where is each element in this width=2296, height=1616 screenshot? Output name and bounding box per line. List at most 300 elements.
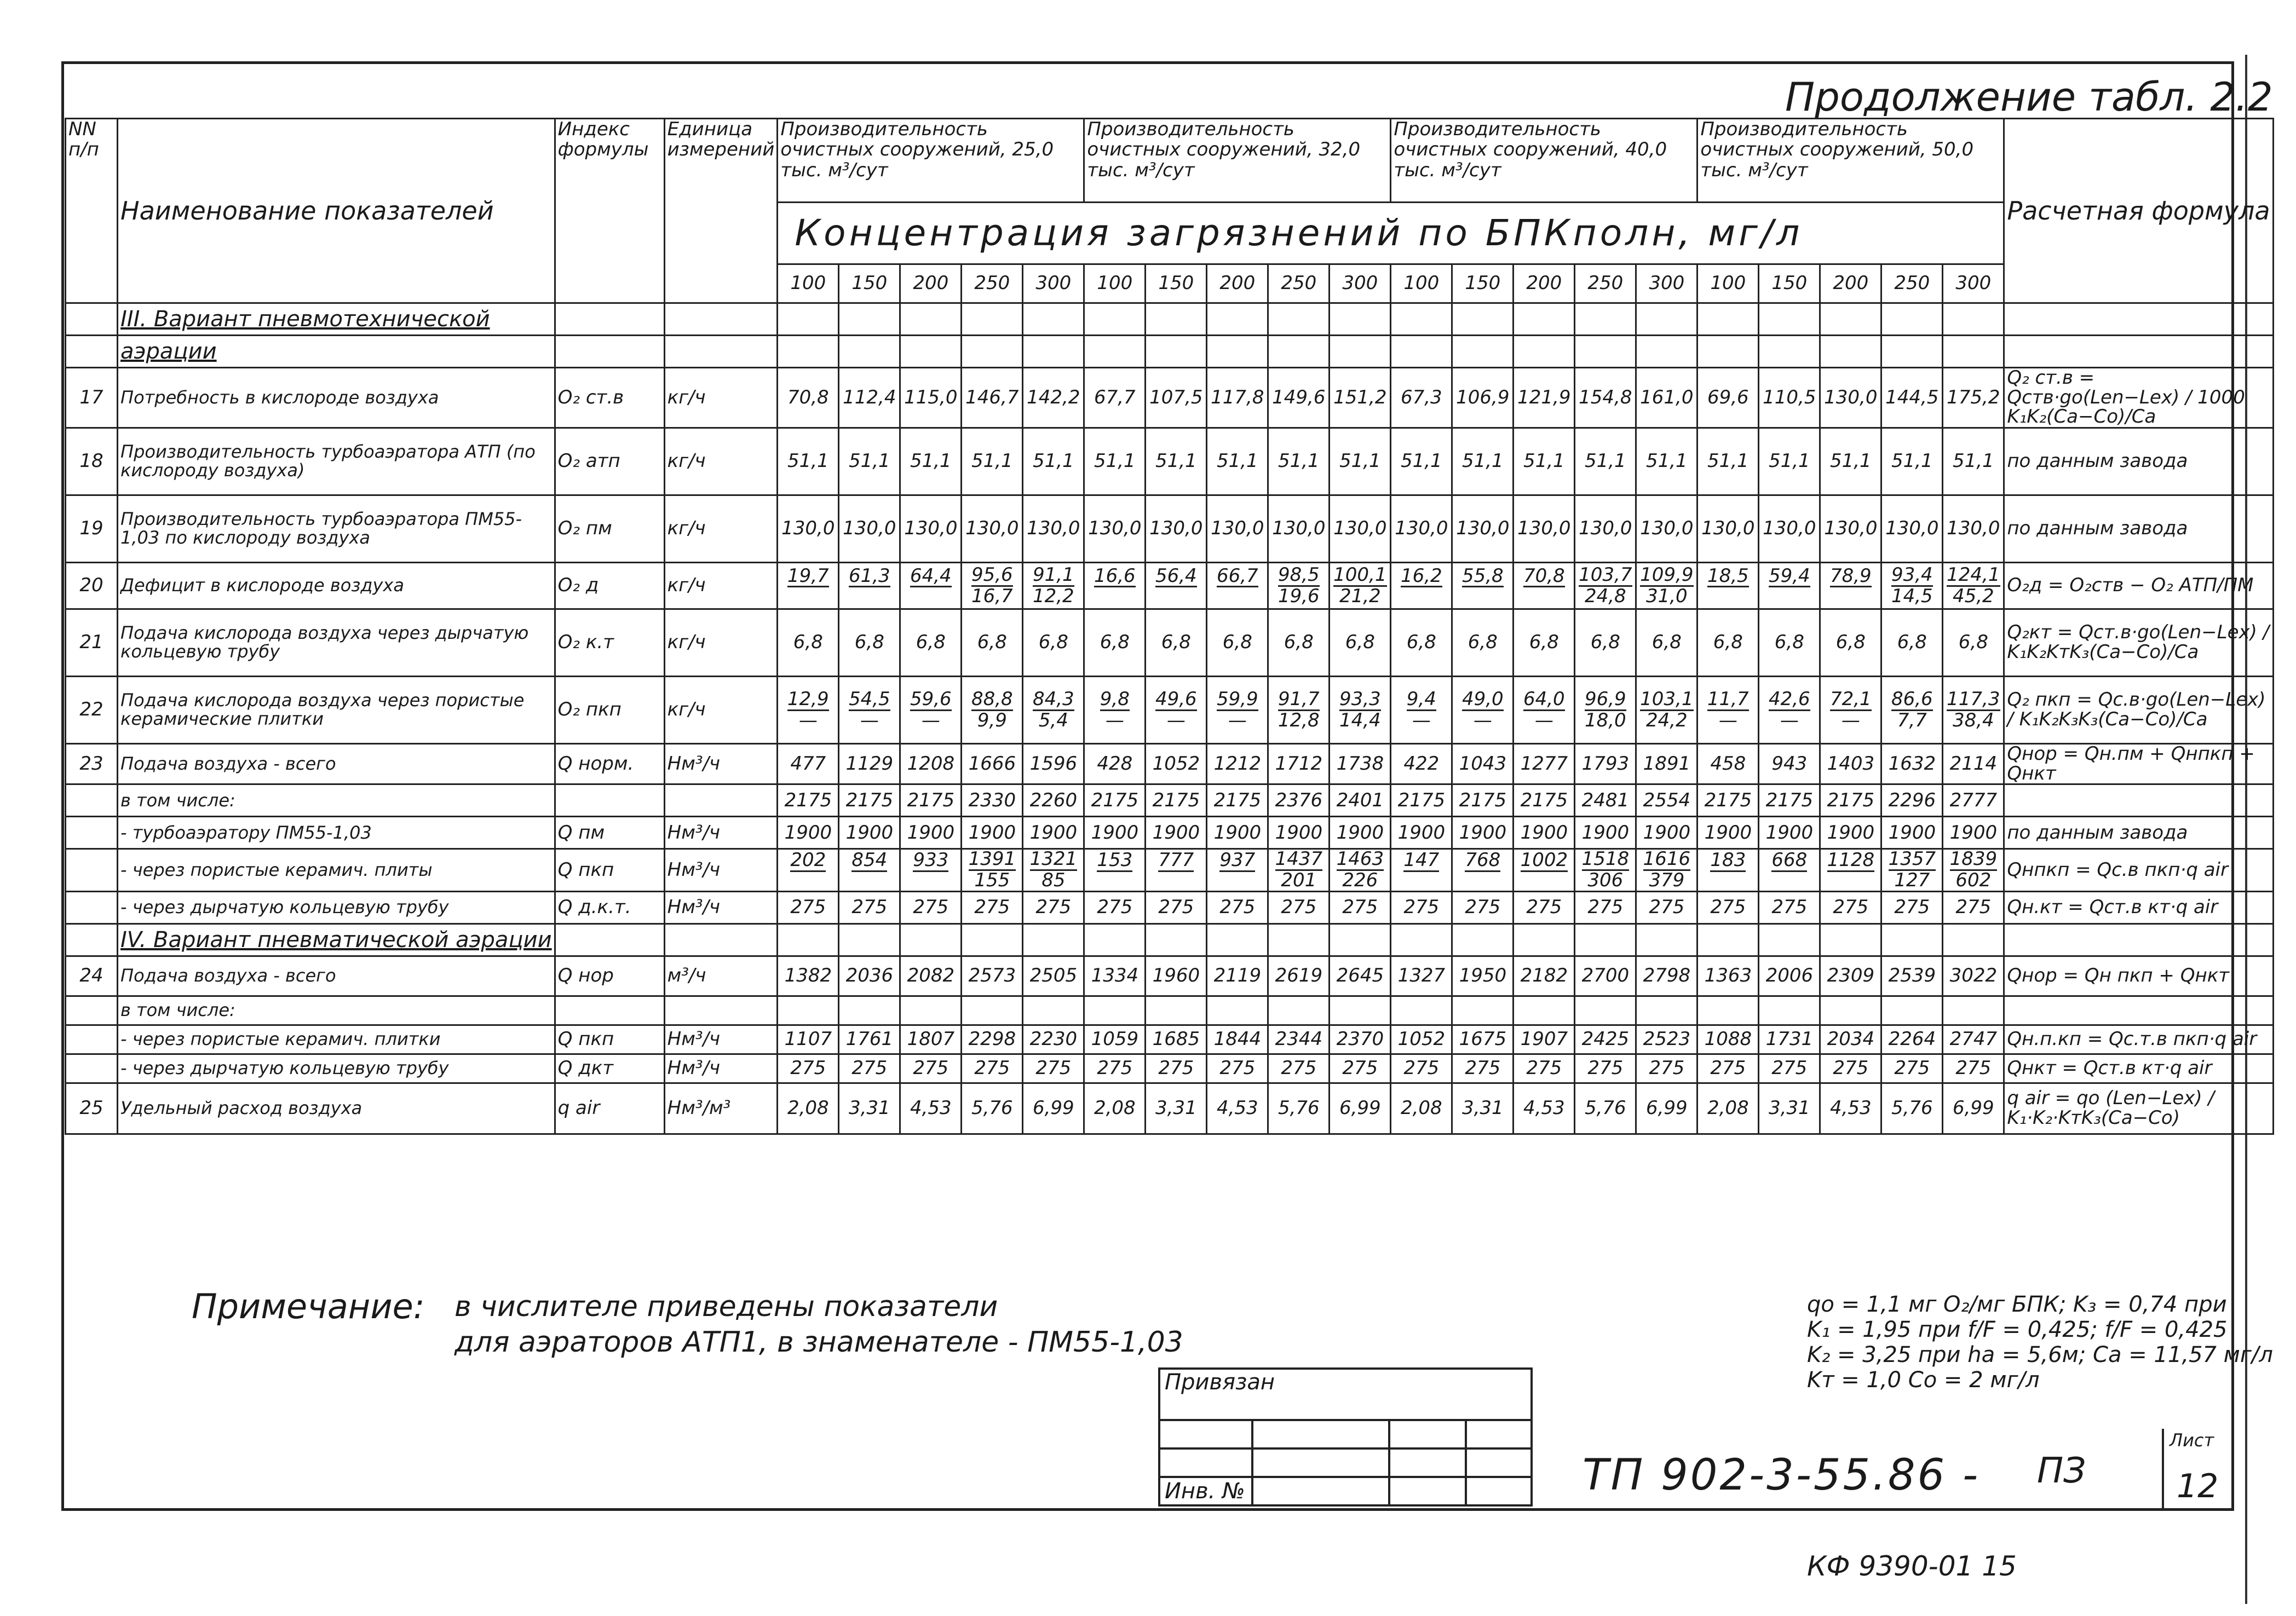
cell-value: 1844 (1207, 1025, 1268, 1054)
cell-value: 275 (1023, 1054, 1084, 1083)
cell-value: 2573 (962, 956, 1023, 996)
row-formula: O₂д = O₂ств − O₂ АТП/ПМ (2004, 563, 2273, 609)
cell-numerator: 124,1 (1947, 563, 2000, 586)
cell-value: 2481 (1575, 784, 1636, 817)
cell-value: 67,7 (1084, 368, 1146, 428)
row-formula: q air = qо (Len−Lex) / K₁·K₂·KтK₃(Ca−Co) (2004, 1083, 2273, 1134)
cell-numerator: 91,1 (1032, 563, 1074, 586)
cell-value (1084, 996, 1146, 1025)
cell-numerator: 9,8 (1100, 688, 1130, 710)
cell-value: 2645 (1330, 956, 1391, 996)
cell-value: 428 (1084, 744, 1146, 784)
row-formula: Q₂ ст.в = Qств·gо(Len−Lex) / 1000 K₁K₂(Ca−Co)/Ca (2004, 368, 2273, 428)
cell-value: 275 (1146, 891, 1207, 924)
cell-value (1330, 849, 1391, 891)
sheet-label: Лист (2170, 1430, 2214, 1451)
cell-numerator: 59,6 (910, 688, 952, 710)
cell-value: 130,0 (1881, 495, 1943, 563)
cell-value (1452, 849, 1514, 891)
cell-value: 51,1 (1207, 428, 1268, 495)
cell-denominator (1707, 587, 1749, 605)
cell-value: 175,2 (1943, 368, 2004, 428)
cell-denominator (787, 587, 829, 605)
cell-value: 2554 (1636, 784, 1697, 817)
table-continuation-title: Продолжение табл. 2.2 (1785, 74, 2273, 120)
cell-value: 2401 (1330, 784, 1391, 817)
row-index (555, 996, 664, 1025)
row-unit (664, 996, 778, 1025)
document-code: ТП 902-3-55.86 - (1583, 1451, 1981, 1500)
cell-value: 1950 (1452, 956, 1514, 996)
header-capacity-group: Производительность очистных сооружений, 32,0 тыс. м³/сут (1084, 119, 1391, 203)
cell-value: 1212 (1207, 744, 1268, 784)
cell-denominator (1217, 587, 1258, 605)
cell-denominator: 24,8 (1584, 585, 1626, 607)
cell-value (1943, 996, 2004, 1025)
cell-numerator: 1616 (1643, 849, 1691, 870)
header-bpk-value: 250 (962, 264, 1023, 303)
cell-value (839, 996, 900, 1025)
cell-denominator (1523, 587, 1565, 605)
cell-value: 1666 (962, 744, 1023, 784)
cell-value: 5,76 (1881, 1083, 1943, 1134)
row-index: Q норм. (555, 744, 664, 784)
cell-value: 130,0 (1820, 495, 1881, 563)
cell-value: 2260 (1023, 784, 1084, 817)
cell-value: 107,5 (1146, 368, 1207, 428)
cell-numerator: 95,6 (971, 563, 1013, 586)
cell-denominator: 31,0 (1645, 585, 1688, 607)
cell-numerator: 56,4 (1155, 564, 1197, 587)
row-index: O₂ атп (555, 428, 664, 495)
cell-value: 275 (1575, 891, 1636, 924)
cell-value: 2082 (900, 956, 962, 996)
cell-value: 2175 (900, 784, 962, 817)
cell-value: 275 (1268, 891, 1330, 924)
cell-denominator: — (1718, 709, 1737, 731)
cell-denominator (1155, 587, 1197, 605)
header-bpk-value: 200 (1820, 264, 1881, 303)
cell-value: 2230 (1023, 1025, 1084, 1054)
cell-numerator: 70,8 (1523, 564, 1565, 587)
cell-value (1391, 677, 1452, 744)
cell-value: 2175 (1391, 784, 1452, 817)
cell-value: 130,0 (1697, 495, 1759, 563)
cell-value: 67,3 (1391, 368, 1452, 428)
cell-value (1943, 849, 2004, 891)
cell-value: 5,76 (1575, 1083, 1636, 1134)
cell-value (1820, 563, 1881, 609)
cell-value: 1900 (962, 817, 1023, 849)
header-bpk-value: 300 (1330, 264, 1391, 303)
row-no (66, 784, 118, 817)
row-unit: Нм³/ч (664, 891, 778, 924)
cell-value: 130,0 (1146, 495, 1207, 563)
cell-denominator (1158, 872, 1194, 890)
cell-value: 1738 (1330, 744, 1391, 784)
cell-value (1759, 563, 1820, 609)
cell-denominator: — (1841, 709, 1860, 731)
cell-numerator: 55,8 (1461, 564, 1504, 587)
cell-value (900, 563, 962, 609)
cell-value (1514, 677, 1575, 744)
cell-value (1514, 563, 1575, 609)
cell-denominator: 306 (1587, 869, 1624, 892)
cell-numerator: 183 (1710, 849, 1746, 872)
cell-value (1146, 996, 1207, 1025)
cell-denominator: — (1105, 709, 1124, 731)
cell-value: 1761 (839, 1025, 900, 1054)
row-no (66, 996, 118, 1025)
cell-value (1881, 677, 1943, 744)
cell-value (1207, 849, 1268, 891)
cell-value: 6,8 (1575, 609, 1636, 677)
cell-value (1575, 996, 1636, 1025)
cell-value (1084, 849, 1146, 891)
cell-value: 1900 (1268, 817, 1330, 849)
cell-denominator (849, 587, 890, 605)
cell-value (1023, 563, 1084, 609)
cell-numerator: 18,5 (1707, 564, 1749, 587)
cell-value: 1900 (1084, 817, 1146, 849)
cell-value: 275 (1452, 1054, 1514, 1083)
cell-numerator: 117,3 (1947, 688, 2000, 710)
cell-value (1268, 996, 1330, 1025)
cell-numerator: 84,3 (1032, 688, 1074, 710)
cell-numerator: 93,4 (1891, 563, 1933, 586)
cell-denominator: — (1534, 709, 1553, 731)
cell-value: 117,8 (1207, 368, 1268, 428)
cell-value: 6,8 (1330, 609, 1391, 677)
row-no: 17 (66, 368, 118, 428)
row-index: O₂ пкп (555, 677, 664, 744)
row-name: Подача воздуха - всего (118, 956, 555, 996)
cell-value (962, 677, 1023, 744)
cell-numerator: 72,1 (1829, 688, 1872, 710)
cell-numerator: 93,3 (1339, 688, 1381, 710)
cell-value (1207, 677, 1268, 744)
cell-value: 2175 (839, 784, 900, 817)
table-row (66, 956, 2274, 996)
cell-value (1759, 677, 1820, 744)
row-name: в том числе: (118, 784, 555, 817)
cell-value: 2777 (1943, 784, 2004, 817)
row-name: в том числе: (118, 996, 555, 1025)
cell-value: 6,8 (1943, 609, 2004, 677)
cell-value (1268, 849, 1330, 891)
cell-numerator: 78,9 (1829, 564, 1872, 587)
cell-value: 477 (778, 744, 839, 784)
table-row (66, 891, 2274, 924)
cell-value: 6,99 (1636, 1083, 1697, 1134)
cell-value: 6,8 (778, 609, 839, 677)
cell-value: 2175 (1146, 784, 1207, 817)
cell-value: 275 (1330, 1054, 1391, 1083)
cell-value: 161,0 (1636, 368, 1697, 428)
note-text (454, 1289, 1183, 1360)
header-bpk-value: 250 (1268, 264, 1330, 303)
cell-numerator: 88,8 (971, 688, 1013, 710)
table-row (66, 1025, 2274, 1054)
cell-value: 2114 (1943, 744, 2004, 784)
row-name: Потребность в кислороде воздуха (118, 368, 555, 428)
cell-value: 6,8 (839, 609, 900, 677)
header-bpk-value: 300 (1023, 264, 1084, 303)
note-label: Примечание: (192, 1286, 425, 1326)
cell-value: 1052 (1391, 1025, 1452, 1054)
row-index: Q дкт (555, 1054, 664, 1083)
cell-value: 6,8 (1759, 609, 1820, 677)
cell-numerator: 11,7 (1707, 688, 1749, 710)
row-name: Дефицит в кислороде воздуха (118, 563, 555, 609)
cell-value: 51,1 (839, 428, 900, 495)
cell-numerator: 64,4 (910, 564, 952, 587)
cell-denominator: 38,4 (1952, 709, 1994, 731)
cell-value (778, 996, 839, 1025)
cell-value: 130,0 (1575, 495, 1636, 563)
cell-numerator: 202 (790, 849, 826, 872)
cell-value: 69,6 (1697, 368, 1759, 428)
cell-value (1207, 996, 1268, 1025)
cell-value: 275 (1943, 891, 2004, 924)
cell-value: 2505 (1023, 956, 1084, 996)
cell-value: 1900 (1023, 817, 1084, 849)
row-unit: м³/ч (664, 956, 778, 996)
cell-denominator: — (921, 709, 940, 731)
cell-denominator: 14,4 (1339, 709, 1381, 731)
cell-value: 1891 (1636, 744, 1697, 784)
cell-value: 51,1 (1146, 428, 1207, 495)
cell-numerator: 42,6 (1768, 688, 1810, 710)
cell-numerator: 103,7 (1579, 563, 1632, 586)
row-no (66, 1054, 118, 1083)
cell-denominator: 602 (1955, 869, 1992, 892)
row-formula: Qнор = Qн пкп + Qнкт (2004, 956, 2273, 996)
cell-denominator (1097, 872, 1132, 890)
cell-value: 130,0 (1943, 495, 2004, 563)
cell-value: 110,5 (1759, 368, 1820, 428)
cell-value: 1900 (1146, 817, 1207, 849)
cell-value (900, 996, 962, 1025)
cell-value: 2747 (1943, 1025, 2004, 1054)
cell-numerator: 49,6 (1155, 688, 1197, 710)
cell-value: 275 (1207, 1054, 1268, 1083)
cell-value: 275 (1514, 891, 1575, 924)
cell-numerator: 1437 (1275, 849, 1323, 870)
row-formula (2004, 996, 2273, 1025)
sheet-number: 12 (2177, 1467, 2219, 1505)
cell-value: 275 (778, 891, 839, 924)
cell-value (1943, 677, 2004, 744)
cell-value: 144,5 (1881, 368, 1943, 428)
cell-numerator: 668 (1771, 849, 1808, 872)
cell-denominator (1827, 872, 1875, 890)
row-no: 22 (66, 677, 118, 744)
header-bpk-value: 150 (1146, 264, 1207, 303)
cell-value (900, 677, 962, 744)
cell-denominator: 18,0 (1584, 709, 1626, 731)
cell-value: 1900 (1759, 817, 1820, 849)
row-unit: Нм³/м³ (664, 1083, 778, 1134)
cell-value: 142,2 (1023, 368, 1084, 428)
param-line: K₂ = 3,25 при ha = 5,6м; Ca = 11,57 мг/л (1807, 1342, 2273, 1367)
cell-denominator: 19,6 (1278, 585, 1320, 607)
cell-value: 275 (1820, 1054, 1881, 1083)
row-index (555, 784, 664, 817)
cell-value (1391, 996, 1452, 1025)
cell-denominator: 12,8 (1278, 709, 1320, 731)
header-bpk-value: 100 (1084, 264, 1146, 303)
cell-value: 6,8 (1391, 609, 1452, 677)
cell-value: 51,1 (1452, 428, 1514, 495)
section-title: IV. Вариант пневматической аэрации (118, 924, 555, 956)
cell-denominator: — (1780, 709, 1799, 731)
row-formula: Q₂кт = Qст.в·gо(Len−Lex) / K₁K₂KтK₃(Ca−Co)/Ca (2004, 609, 2273, 677)
cell-value: 2344 (1268, 1025, 1330, 1054)
row-unit: кг/ч (664, 563, 778, 609)
cell-numerator: 854 (851, 849, 888, 872)
cell-denominator (913, 872, 948, 890)
cell-value: 2175 (1452, 784, 1514, 817)
cell-value: 1900 (900, 817, 962, 849)
cell-value: 5,76 (1268, 1083, 1330, 1134)
cell-value: 275 (900, 1054, 962, 1083)
header-bpk-value: 150 (1452, 264, 1514, 303)
cell-value: 2619 (1268, 956, 1330, 996)
document-type: ПЗ (2037, 1451, 2086, 1491)
cell-value: 275 (1207, 891, 1268, 924)
cell-numerator: 1128 (1827, 849, 1875, 872)
cell-value: 51,1 (1330, 428, 1391, 495)
cell-denominator (1521, 872, 1568, 890)
row-no (66, 817, 118, 849)
cell-numerator: 12,9 (787, 688, 829, 710)
cell-value: 6,8 (962, 609, 1023, 677)
cell-numerator: 59,4 (1768, 564, 1810, 587)
cell-value: 51,1 (1391, 428, 1452, 495)
cell-denominator: — (798, 709, 818, 731)
cell-numerator: 91,7 (1278, 688, 1320, 710)
header-bpk-value: 150 (1759, 264, 1820, 303)
header-unit: Единица измерений (664, 119, 778, 303)
row-unit: Нм³/ч (664, 1054, 778, 1083)
row-unit: кг/ч (664, 368, 778, 428)
cell-denominator: — (1412, 709, 1431, 731)
cell-value: 6,8 (1023, 609, 1084, 677)
cell-numerator: 66,7 (1216, 564, 1258, 587)
cell-denominator: 45,2 (1952, 585, 1994, 607)
cell-value: 1685 (1146, 1025, 1207, 1054)
cell-value (778, 563, 839, 609)
cell-value (1943, 563, 2004, 609)
row-index: q air (555, 1083, 664, 1134)
cell-value (1697, 677, 1759, 744)
cell-value: 130,0 (1084, 495, 1146, 563)
cell-denominator (1219, 872, 1255, 890)
cell-value (1759, 849, 1820, 891)
cell-value: 275 (1636, 1054, 1697, 1083)
cell-value: 275 (1330, 891, 1391, 924)
cell-value: 275 (1881, 1054, 1943, 1083)
cell-value: 2006 (1759, 956, 1820, 996)
cell-value: 3,31 (839, 1083, 900, 1134)
cell-numerator: 937 (1219, 849, 1256, 872)
row-formula (2004, 784, 2273, 817)
table-row (66, 677, 2274, 744)
table-row (66, 1083, 2274, 1134)
cell-value: 130,0 (839, 495, 900, 563)
row-index: O₂ к.т (555, 609, 664, 677)
cell-value (1391, 563, 1452, 609)
cell-denominator: 155 (974, 869, 1010, 892)
cell-numerator: 49,0 (1461, 688, 1504, 710)
cell-value: 2,08 (778, 1083, 839, 1134)
cell-value: 51,1 (962, 428, 1023, 495)
note-line-1: в числителе приведены показатели (454, 1290, 998, 1323)
cell-value: 275 (1084, 891, 1146, 924)
param-line: Kт = 1,0 Co = 2 мг/л (1807, 1367, 2040, 1393)
cell-value: 275 (1943, 1054, 2004, 1083)
cell-value: 3,31 (1759, 1083, 1820, 1134)
cell-value: 422 (1391, 744, 1452, 784)
cell-denominator: 9,9 (977, 709, 1007, 731)
cell-value: 275 (1023, 891, 1084, 924)
row-unit: Нм³/ч (664, 1025, 778, 1054)
cell-value: 130,0 (900, 495, 962, 563)
cell-value (778, 677, 839, 744)
cell-value: 130,0 (1514, 495, 1575, 563)
cell-value: 275 (1759, 1054, 1820, 1083)
cell-numerator: 9,4 (1406, 688, 1436, 710)
row-name: Подача кислорода воздуха через пористые керамические плитки (118, 677, 555, 744)
row-unit: Нм³/ч (664, 817, 778, 849)
cell-value (1881, 849, 1943, 891)
cell-value: 1900 (1330, 817, 1391, 849)
cell-value: 6,8 (1146, 609, 1207, 677)
row-name: - турбоаэратору ПМ55-1,03 (118, 817, 555, 849)
cell-value: 6,8 (1636, 609, 1697, 677)
cell-numerator: 153 (1097, 849, 1133, 872)
cell-value: 275 (900, 891, 962, 924)
cell-value (1268, 677, 1330, 744)
cell-value (1023, 849, 1084, 891)
cell-denominator (1462, 587, 1504, 605)
table-row (66, 784, 2274, 817)
row-name: - через дырчатую кольцевую трубу (118, 891, 555, 924)
cell-value: 1403 (1820, 744, 1881, 784)
cell-value: 1632 (1881, 744, 1943, 784)
cell-value: 458 (1697, 744, 1759, 784)
header-bpk-value: 200 (900, 264, 962, 303)
cell-value: 51,1 (1881, 428, 1943, 495)
cell-numerator: 61,3 (848, 564, 890, 587)
row-unit: кг/ч (664, 609, 778, 677)
cell-denominator: 14,5 (1891, 585, 1933, 607)
header-bpk-value: 300 (1636, 264, 1697, 303)
row-unit: кг/ч (664, 495, 778, 563)
cell-value: 1960 (1146, 956, 1207, 996)
row-no (66, 849, 118, 891)
cell-value: 6,8 (1697, 609, 1759, 677)
cell-value (1881, 996, 1943, 1025)
table-row (66, 744, 2274, 784)
cell-value (1514, 849, 1575, 891)
row-index: Q пкп (555, 1025, 664, 1054)
cell-denominator (1403, 872, 1439, 890)
cell-value: 275 (1575, 1054, 1636, 1083)
cell-value: 1327 (1391, 956, 1452, 996)
cell-value: 1088 (1697, 1025, 1759, 1054)
